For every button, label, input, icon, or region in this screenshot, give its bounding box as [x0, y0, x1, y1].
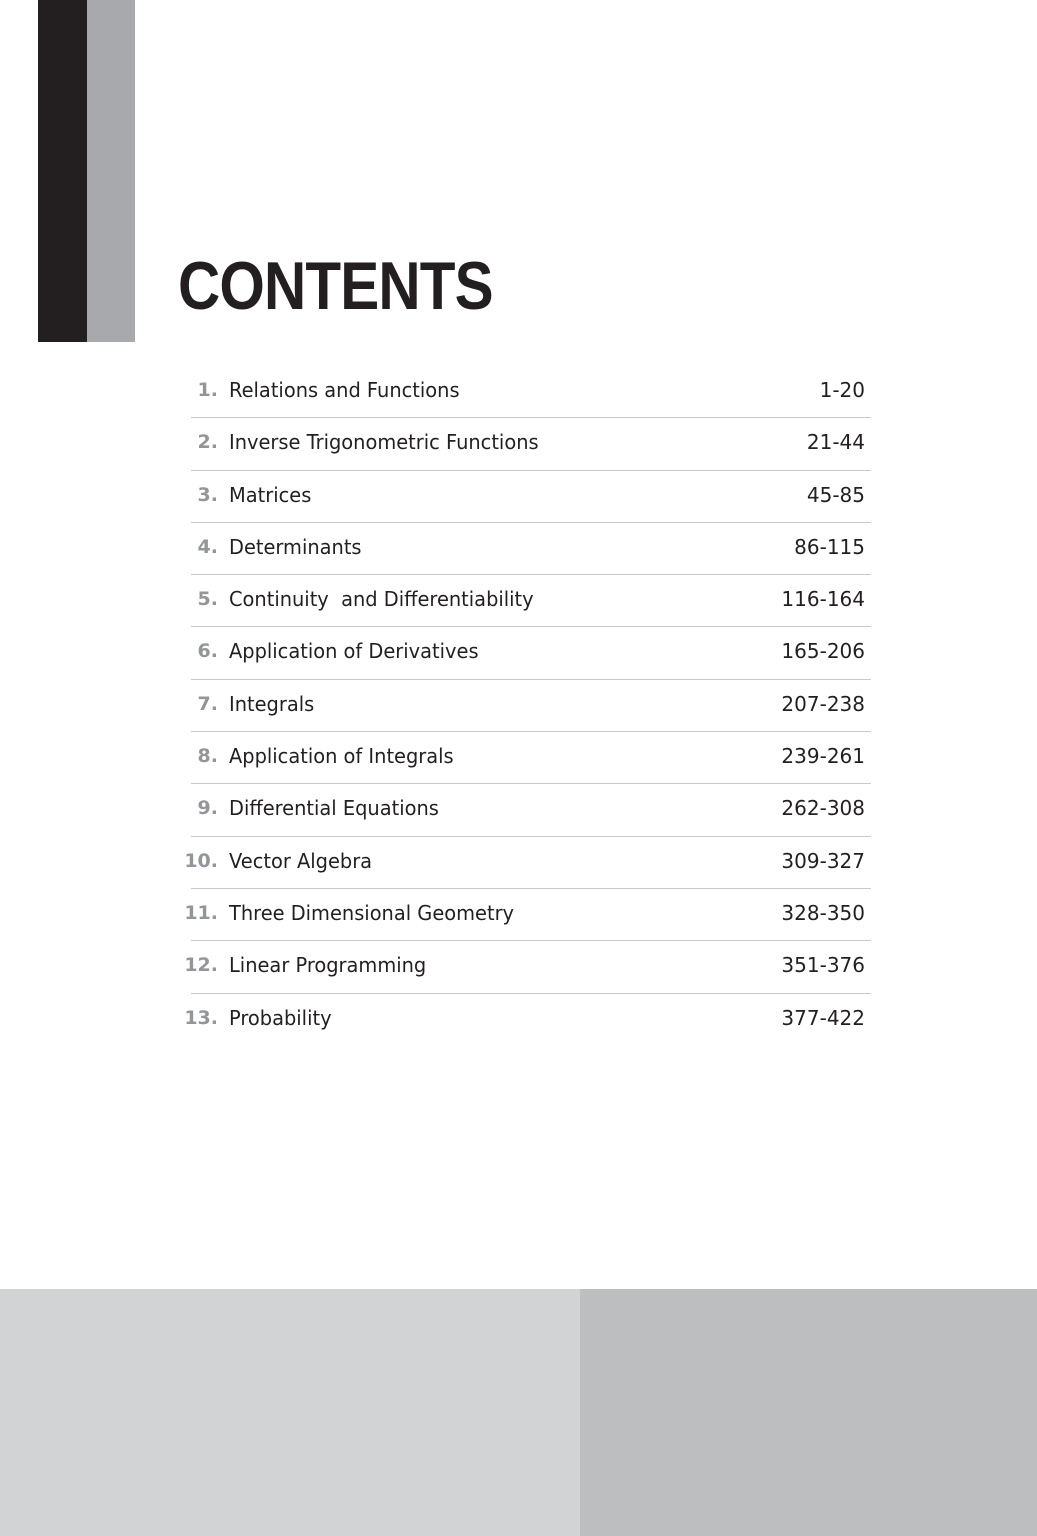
footer-band-dark — [580, 1289, 1037, 1536]
toc-item-title: Vector Algebra — [229, 848, 373, 873]
toc-row[interactable] — [184, 994, 871, 1046]
toc-item-pages: 207-238 — [781, 691, 865, 716]
toc-item-number: 5. — [197, 588, 218, 611]
toc-item-pages: 309-327 — [781, 848, 865, 873]
toc-item-pages: 239-261 — [781, 744, 865, 769]
toc-item-number: 3. — [197, 483, 218, 506]
footer-band-light — [0, 1289, 580, 1536]
toc-item-title: Relations and Functions — [229, 378, 460, 402]
toc-item-pages: 86-115 — [794, 534, 865, 559]
toc-row[interactable] — [191, 523, 871, 575]
toc-item-number: 13. — [184, 1006, 218, 1029]
toc-item-number: 6. — [197, 640, 218, 663]
toc-item-number: 2. — [197, 431, 218, 454]
toc-item-pages: 165-206 — [781, 639, 865, 664]
toc-item-number: 1. — [197, 379, 218, 401]
toc-item-title: Application of Derivatives — [229, 639, 479, 664]
toc-item-pages: 351-376 — [781, 953, 865, 978]
toc-item-title: Matrices — [229, 482, 312, 507]
toc-item-title: Differential Equations — [229, 796, 439, 821]
toc-item-number: 11. — [184, 901, 218, 924]
toc-row[interactable] — [191, 784, 871, 836]
toc-item-title: Application of Integrals — [229, 744, 454, 769]
toc-item-title: Continuity and Differentiability — [229, 587, 534, 612]
toc-row[interactable] — [184, 837, 871, 889]
page-title: CONTENTS — [178, 248, 493, 324]
toc-item-number: 12. — [184, 954, 218, 977]
toc-item-pages: 116-164 — [781, 587, 865, 612]
toc-item-pages: 377-422 — [781, 1005, 865, 1030]
toc-row[interactable] — [191, 732, 871, 784]
toc-row[interactable] — [191, 575, 871, 627]
toc-row[interactable] — [191, 680, 871, 732]
toc-item-pages: 1-20 — [819, 378, 865, 402]
toc-row[interactable] — [184, 941, 871, 993]
decorative-bar-grey — [87, 0, 135, 342]
toc-item-title: Probability — [229, 1005, 332, 1030]
toc-item-pages: 328-350 — [781, 900, 865, 925]
toc-item-title: Inverse Trigonometric Functions — [229, 430, 539, 455]
toc-item-pages: 21-44 — [806, 430, 865, 455]
toc-item-title: Three Dimensional Geometry — [229, 900, 515, 925]
toc-row[interactable] — [191, 471, 871, 523]
toc-item-title: Integrals — [229, 691, 315, 716]
toc-item-number: 10. — [184, 849, 218, 872]
table-of-contents — [186, 366, 871, 1046]
toc-row[interactable] — [191, 418, 871, 470]
toc-item-title: Linear Programming — [229, 953, 427, 978]
toc-item-number: 4. — [197, 535, 218, 558]
toc-row[interactable] — [191, 366, 871, 418]
toc-item-number: 8. — [197, 745, 218, 768]
toc-row[interactable] — [184, 889, 871, 941]
toc-item-title: Determinants — [229, 534, 362, 559]
toc-item-number: 9. — [197, 797, 218, 820]
toc-item-number: 7. — [197, 692, 218, 715]
toc-row[interactable] — [191, 627, 871, 679]
toc-item-pages: 262-308 — [781, 796, 865, 821]
toc-item-pages: 45-85 — [806, 482, 865, 507]
decorative-bar-dark — [38, 0, 87, 342]
